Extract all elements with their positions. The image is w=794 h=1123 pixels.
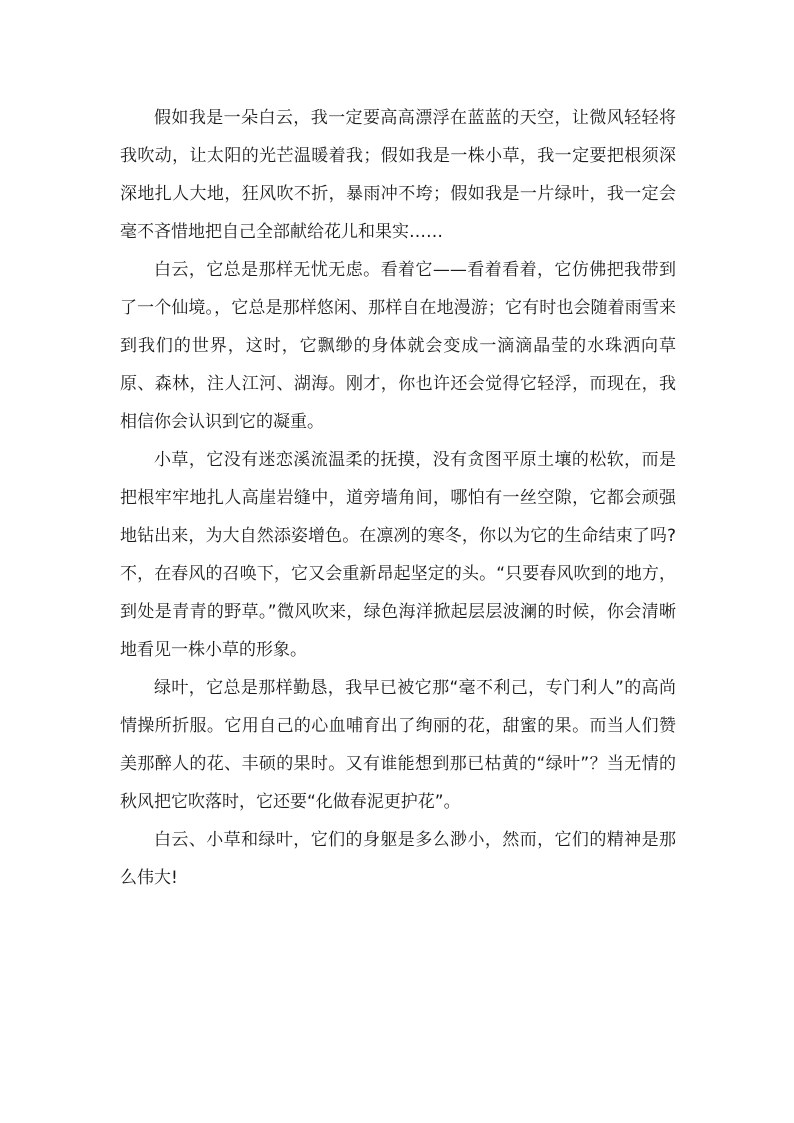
paragraph-green-leaf: 绿叶，它总是那样勤恳，我早已被它那“毫不利己，专门利人”的高尚情操所折服。它用自己的心血哺育出了绚丽的花，甜蜜的果。而当人们赞美那醉人的花、丰硕的果时。又有谁能想到那已枯黄的“绿叶”？当无情的秋风把它吹落时，它还要“化做春泥更护花”。 — [120, 678, 676, 812]
paragraph-white-cloud: 白云，它总是那样无忧无虑。看着它——看着看着，它仿佛把我带到了一个仙境。，它总是那样悠闲、那样自在地漫游；它有时也会随着雨雪来到我们的世界，这时，它飘缈的身体就会变成一滴滴晶莹的水珠洒向草原、森林，注人江河、湖海。刚才，你也许还会觉得它轻浮，而现在，我相信你会认识到它的凝重。 — [120, 260, 676, 432]
paragraph-cloud-intro: 假如我是一朵白云，我一定要高高漂浮在蓝蓝的天空，让微风轻轻将我吹动，让太阳的光芒温暖着我；假如我是一株小草，我一定要把根须深深地扎人大地，狂风吹不折，暴雨冲不垮；假如我是一片绿叶，我一定会毫不吝惜地把自己全部献给花儿和果实…… — [120, 108, 676, 242]
document-body — [120, 99, 676, 897]
paragraph-conclusion: 白云、小草和绿叶，它们的身躯是多么渺小，然而，它们的精神是那么伟大! — [120, 830, 676, 888]
paragraph-grass: 小草，它没有迷恋溪流温柔的抚摸，没有贪图平原土壤的松软，而是把根牢牢地扎人高崖岩缝中，道旁墙角间，哪怕有一丝空隙，它都会顽强地钻出来，为大自然添姿增色。在凛冽的寒冬，你以为它的生命结束了吗?不，在春风的召唤下，它又会重新昂起坚定的头。“只要春风吹到的地方，到处是青青的野草。”微风吹来，绿色海洋掀起层层波澜的时候，你会清晰地看见一株小草的形象。 — [120, 450, 676, 660]
